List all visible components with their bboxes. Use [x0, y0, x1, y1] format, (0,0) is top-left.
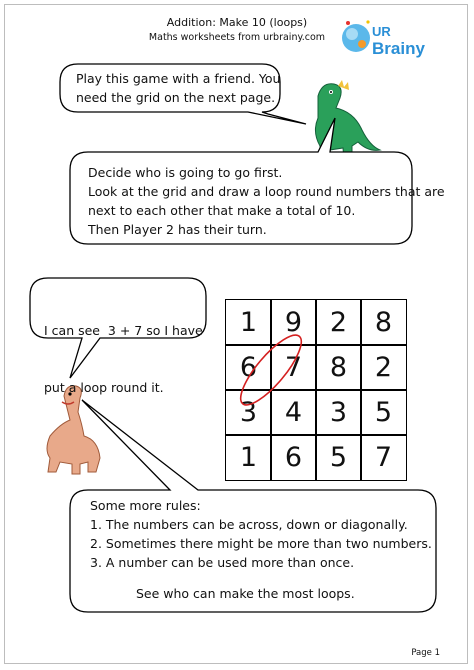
red-loop [232, 327, 310, 412]
grid-cell: 5 [315, 434, 362, 481]
grid-cell: 2 [315, 299, 362, 346]
example-line: put a loop round it. [44, 380, 164, 395]
grid-cell: 7 [360, 434, 407, 481]
grid-cell: 1 [225, 434, 272, 481]
instruction-line: Look at the grid and draw a loop round numbers that are [88, 184, 445, 199]
rule-line: 1. The numbers can be across, down or diagonally. [90, 517, 408, 532]
grid-cell: 6 [270, 434, 317, 481]
instruction-line: next to each other that make a total of 10. [88, 203, 356, 218]
grid-cell: 1 [225, 299, 272, 346]
worksheet-title: Addition: Make 10 (loops) [166, 16, 308, 29]
worksheet-subtitle: Maths worksheets from urbrainy.com [148, 32, 326, 43]
grid-cell: 5 [360, 389, 407, 436]
grid-cell: 9 [270, 299, 317, 346]
grid-cell: 3 [225, 389, 272, 436]
instruction-line: Then Player 2 has their turn. [88, 222, 267, 237]
grid-cell: 7 [270, 344, 317, 391]
grid-cell: 4 [270, 389, 317, 436]
grid-cell: 6 [225, 344, 272, 391]
intro-line: need the grid on the next page. [76, 90, 276, 105]
rule-line: 2. Sometimes there might be more than two numbers. [90, 536, 432, 551]
grid-cell: 8 [315, 344, 362, 391]
grid-cell: 2 [360, 344, 407, 391]
instruction-line: Decide who is going to go first. [88, 165, 283, 180]
logo-text-brainy: Brainy [372, 39, 425, 58]
page-number: Page 1 [411, 648, 440, 658]
rules-heading: Some more rules: [90, 498, 201, 513]
example-line: I can see 3 + 7 so I have [44, 323, 203, 338]
logo-text-ur: UR [372, 24, 391, 39]
grid-cell: 8 [360, 299, 407, 346]
rule-line: 3. A number can be used more than once. [90, 555, 355, 570]
closing-text: See who can make the most loops. [136, 586, 355, 601]
grid-cell: 3 [315, 389, 362, 436]
intro-line: Play this game with a friend. You [76, 71, 281, 86]
